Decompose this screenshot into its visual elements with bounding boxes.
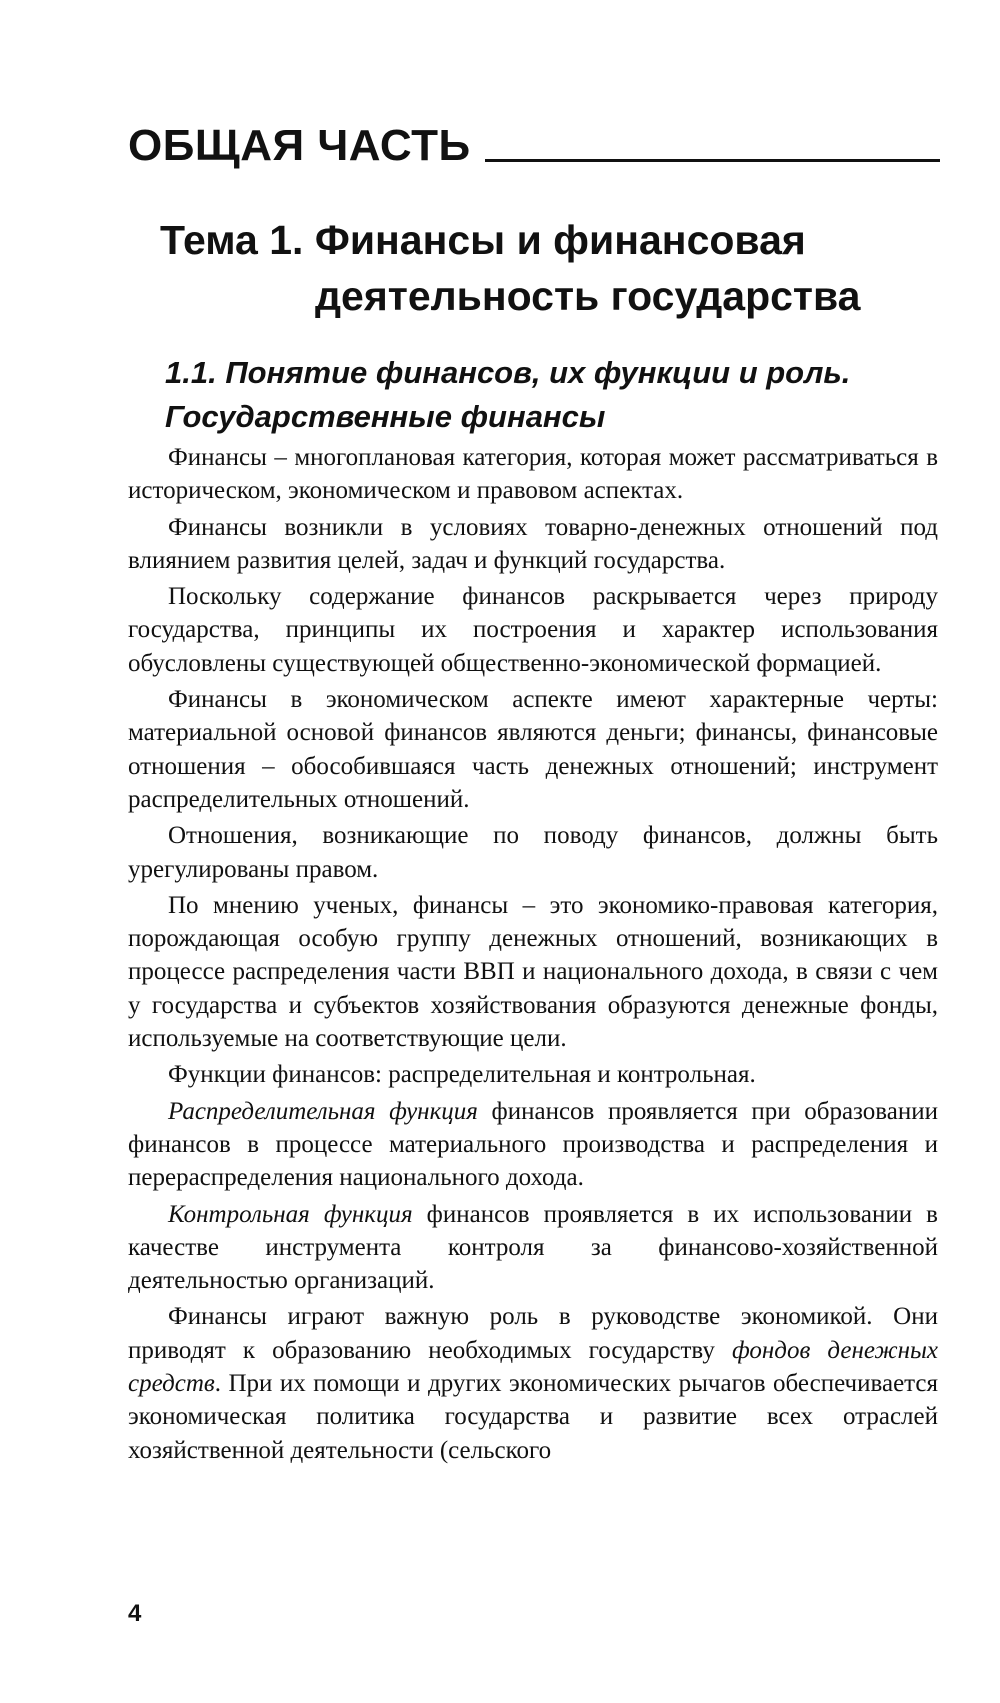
subsection-title-line2: Государственные финансы [165,399,606,434]
topic-title-line1: Тема 1. Финансы и финансовая [160,217,806,263]
paragraph-8-text: финансов проявляется при образовании финансов в процессе материального производства и распределения и перераспределения национального дохода. [128,1097,938,1192]
subsection-title [165,351,945,439]
paragraph-3: Поскольку содержание финансов раскрывается через природу государства, принципы их построения и характер использования обусловлены существующей общественно-экономической формацией. [128,583,938,677]
topic-title [160,212,940,324]
paragraph-4: Финансы в экономическом аспекте имеют характерные черты: материальной основой финансов являются деньги; финансы, финансовые отношения – обособившаяся часть денежных отношений; инструмент распределительных отношений. [128,686,938,813]
term-distributive-function: Распределительная функция [168,1097,478,1125]
section-header [128,120,940,172]
section-title: ОБЩАЯ ЧАСТЬ [128,121,471,170]
subsection-title-line1: 1.1. Понятие финансов, их функции и роль. [165,355,851,390]
paragraph-7: Функции финансов: распределительная и контрольная. [168,1061,756,1089]
term-control-function: Контрольная функция [168,1200,413,1228]
paragraph-2: Финансы возникли в условиях товарно-денежных отношений под влиянием развития целей, задач и функций государства. [128,513,938,574]
topic-title-line2: деятельность государства [315,273,861,319]
paragraph-10-text-b: . При их помощи и других экономических рычагов обеспечивается экономическая политика государства и развитие всех отраслей хозяйственной деятельности (сельского [128,1370,938,1464]
paragraph-5: Отношения, возникающие по поводу финансов, должны быть урегулированы правом. [128,822,938,883]
paragraph-1: Финансы – многоплановая категория, которая может рассматриваться в историческом, экономическом и правовом аспектах. [128,444,938,505]
paragraph-10 [128,1300,938,1466]
paragraph-9 [128,1198,938,1298]
page-number: 4 [128,1600,142,1627]
term-monetary-funds: фондов денежных средств [128,1336,939,1398]
paragraph-8 [128,1095,938,1195]
header-rule [485,159,940,162]
body-text [128,441,938,1470]
paragraph-9-text: финансов проявляется в их использовании в качестве инструмента контроля за финансово-хозяйственной деятельностью организаций. [128,1200,938,1295]
paragraph-10-text-a: Финансы играют важную роль в руководстве экономикой. Они приводят к образованию необходимых государству [128,1303,938,1364]
paragraph-6: По мнению ученых, финансы – это экономико-правовая категория, порождающая особую группу денежных отношений, возникающих в процессе распределения части ВВП и национального дохода, в связи с чем у государства и субъектов хозяйствования образуются денежные фонды, используемые на соответствующие цели. [128,891,938,1053]
